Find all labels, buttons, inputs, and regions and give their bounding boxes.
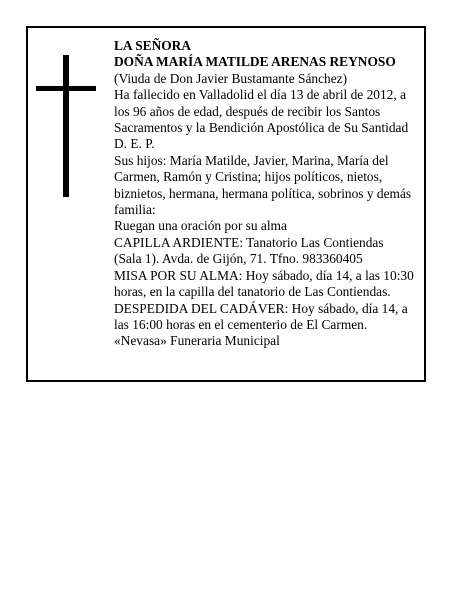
funeral-home: «Nevasa» Funeraria Municipal (114, 333, 280, 349)
notice-text (114, 38, 422, 350)
mass-info: MISA POR SU ALMA: Hoy sábado, día 14, a las 10:30 horas, en la capilla del tanatorio de Las Contiendas. (114, 267, 414, 300)
farewell-info: DESPEDIDA DEL CADÁVER: Hoy sábado, día 14, a las 16:00 horas en el cementerio de El Carmen. (114, 300, 408, 332)
widow-of-line: (Viuda de Don Javier Bustamante Sánchez) (114, 70, 348, 86)
family-list: Sus hijos: María Matilde, Javier, Marina, María del Carmen, Ramón y Cristina; hijos políticos, nietos, biznietos, hermana, hermana política, sobrinos y demás familia: (114, 152, 412, 218)
death-announcement: Ha fallecido en Valladolid el día 13 de abril de 2012, a los 96 años de edad, después de recibir los Santos Sacramentos y la Bendición Apostólica de Su Santidad D. E. P. (114, 87, 409, 152)
prayer-request: Ruegan una oración por su alma (114, 218, 287, 234)
latin-cross-icon (36, 55, 96, 197)
cross-horizontal-bar (36, 86, 96, 91)
cross-vertical-bar (63, 55, 69, 197)
notice-heading: LA SEÑORA (114, 38, 192, 53)
chapel-info: CAPILLA ARDIENTE: Tanatorio Las Contiendas (Sala 1). Avda. de Gijón, 71. Tfno. 983360405 (114, 234, 384, 267)
deceased-name: DOÑA MARÍA MATILDE ARENAS REYNOSO (114, 54, 396, 70)
